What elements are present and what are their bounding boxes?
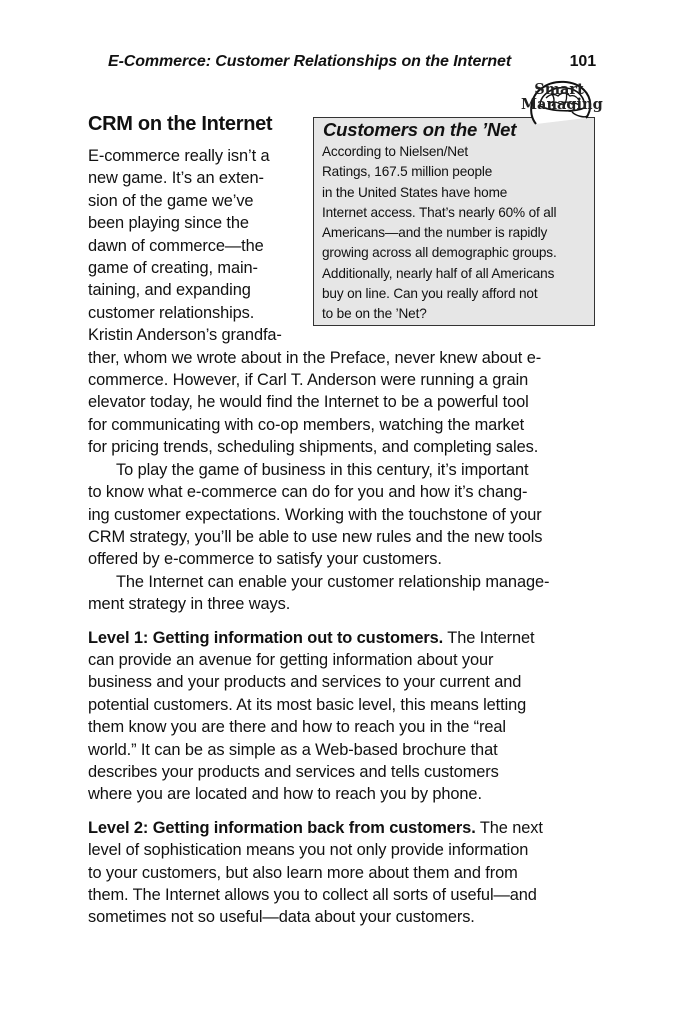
- text-line: sion of the game we’ve: [88, 191, 254, 210]
- text-line: business and your products and services to your current and: [88, 673, 522, 692]
- text-line: new game. It’s an exten-: [88, 169, 264, 188]
- section-title: CRM on the Internet: [88, 113, 273, 135]
- text-line: level of sophistication means you not only provide information: [88, 841, 529, 860]
- text-line: To play the game of business in this century, it’s important: [116, 460, 529, 479]
- text-line: elevator today, he would find the Internet to be a powerful tool: [88, 393, 529, 412]
- sidebar-line: Americans—and the number is rapidly: [322, 225, 548, 241]
- text-line: dawn of commerce—the: [88, 236, 264, 255]
- text-line: [88, 817, 593, 839]
- text-line: been playing since the: [88, 214, 249, 233]
- sidebar-line: Internet access. That’s nearly 60% of all: [322, 204, 557, 220]
- text-line: potential customers. At its most basic level, this means letting: [88, 695, 527, 714]
- text-line: game of creating, main-: [88, 259, 258, 278]
- paragraph-business-game: [88, 459, 593, 571]
- text-line: for pricing trends, scheduling shipments, and completing sales.: [88, 438, 539, 457]
- level-2-first-line: The next: [475, 818, 543, 837]
- sidebar-line: Additionally, nearly half of all Americans: [322, 265, 555, 281]
- sidebar-title: Customers on the ’Net: [323, 119, 517, 140]
- level-1-first-line: The Internet: [443, 628, 535, 647]
- paragraph-three-ways: [88, 571, 593, 616]
- text-line: commerce. However, if Carl T. Anderson were running a grain: [88, 371, 529, 390]
- sidebar-line: in the United States have home: [322, 184, 508, 200]
- sidebar-line: buy on line. Can you really afford not: [322, 286, 538, 302]
- paragraph-level-2: [88, 817, 593, 929]
- sidebar-line: Ratings, 167.5 million people: [322, 164, 493, 180]
- sidebar-line: growing across all demographic groups.: [322, 245, 557, 261]
- paragraph-level-1: [88, 627, 593, 806]
- text-line: [88, 627, 593, 649]
- text-line: for communicating with co-op members, watching the market: [88, 415, 525, 434]
- text-line: can provide an avenue for getting information about your: [88, 650, 494, 669]
- paragraph-intro: [88, 145, 593, 459]
- text-line: to your customers, but also learn more about them and from: [88, 863, 518, 882]
- text-line: CRM strategy, you’ll be able to use new rules and the new tools: [88, 527, 543, 546]
- text-line: customer relationships.: [88, 303, 255, 322]
- body-text: [88, 145, 593, 929]
- brand-line-managing: Managing: [521, 96, 603, 113]
- text-line: world.” It can be as simple as a Web-based brochure that: [88, 740, 498, 759]
- text-line: describes your products and services and tells customers: [88, 762, 499, 781]
- text-line: ing customer expectations. Working with the touchstone of your: [88, 505, 542, 524]
- running-head-title: E-Commerce: Customer Relationships on the Internet: [108, 53, 512, 70]
- text-line: to know what e-commerce can do for you and how it’s chang-: [88, 483, 528, 502]
- sidebar-line: to be on the ’Net?: [322, 306, 427, 322]
- text-line: them know you are there and how to reach you in the “real: [88, 718, 506, 737]
- text-line: sometimes not so useful—data about your customers.: [88, 908, 475, 927]
- text-line: offered by e-commerce to satisfy your customers.: [88, 550, 442, 569]
- brand-line-smart: Smart: [534, 81, 584, 98]
- text-line: taining, and expanding: [88, 281, 251, 300]
- text-line: them. The Internet allows you to collect all sorts of useful—and: [88, 886, 537, 904]
- sidebar-line: According to Nielsen/Net: [322, 144, 469, 159]
- level-1-heading: Level 1: Getting information out to customers.: [88, 628, 444, 647]
- text-line: where you are located and how to reach you by phone.: [88, 785, 482, 804]
- text-line: ther, whom we wrote about in the Preface, never knew about e-: [88, 348, 542, 367]
- page-number: 101: [569, 53, 596, 70]
- running-head: [108, 53, 596, 71]
- text-line: ment strategy in three ways.: [88, 595, 291, 614]
- level-2-heading: Level 2: Getting information back from customers.: [88, 818, 476, 837]
- text-line: The Internet can enable your customer relationship manage-: [116, 572, 550, 591]
- smart-managing-logo: [521, 81, 603, 113]
- text-line: Kristin Anderson’s grandfa-: [88, 326, 282, 345]
- text-line: E-commerce really isn’t a: [88, 147, 270, 165]
